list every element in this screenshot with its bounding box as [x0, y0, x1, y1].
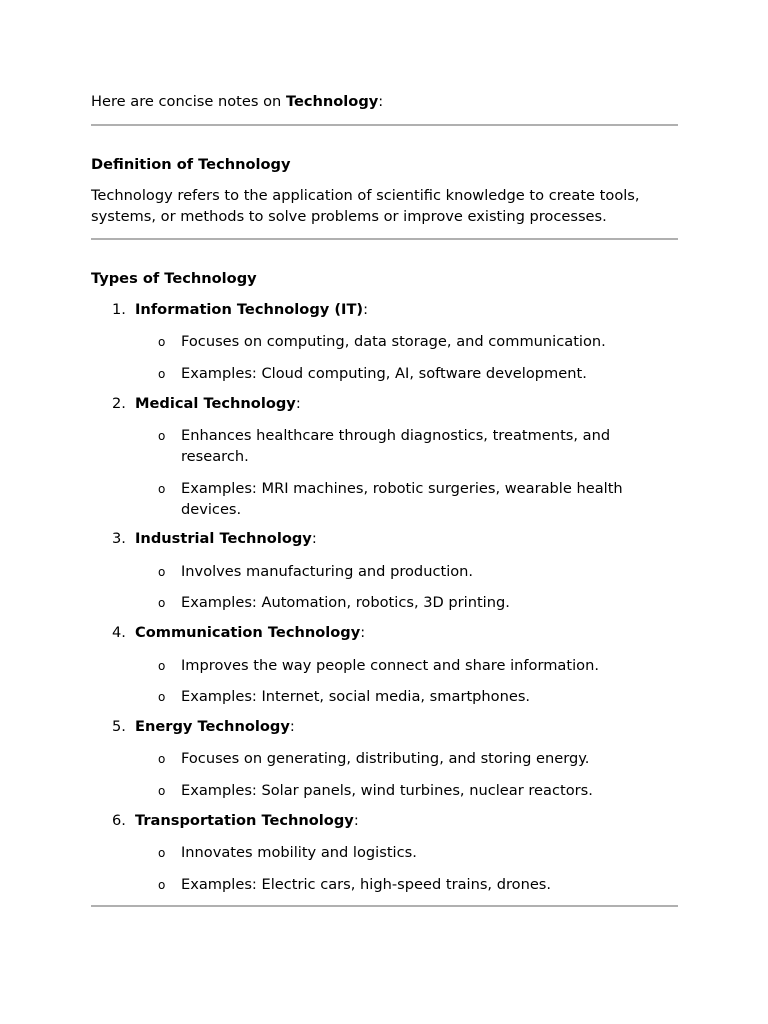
list-item-1: [112, 300, 368, 320]
sub-point: [158, 561, 658, 582]
bullet-icon: o: [158, 482, 166, 496]
sub-point-text: Innovates mobility and logistics.: [181, 844, 417, 861]
item-title: Medical Technology: [135, 395, 296, 412]
bullet-icon: o: [158, 335, 166, 349]
sub-point: [158, 363, 658, 384]
definition-heading: Definition of Technology: [91, 156, 291, 173]
sub-point: [158, 686, 658, 707]
sub-point: [158, 780, 658, 801]
bullet-icon: o: [158, 846, 166, 860]
sub-point-text: Enhances healthcare through diagnostics, treatments, and research.: [181, 427, 611, 465]
bullet-icon: o: [158, 690, 166, 704]
list-item-2: [112, 394, 301, 414]
bullet-icon: o: [158, 565, 166, 579]
item-colon: :: [363, 301, 369, 318]
sub-point: [158, 592, 658, 613]
bullet-icon: o: [158, 429, 166, 443]
sub-point: [158, 655, 658, 676]
item-number: 5.: [112, 718, 126, 735]
sub-point: [158, 425, 658, 467]
bullet-icon: o: [158, 659, 166, 673]
list-item-3: [112, 529, 317, 549]
types-heading: Types of Technology: [91, 270, 257, 287]
sub-point-text: Examples: Solar panels, wind turbines, nuclear reactors.: [181, 782, 593, 799]
bullet-icon: o: [158, 596, 166, 610]
sub-point: [158, 331, 658, 352]
item-colon: :: [353, 812, 359, 829]
item-number: 2.: [112, 395, 126, 412]
item-colon: :: [295, 395, 301, 412]
list-item-5: [112, 717, 295, 737]
item-number: 6.: [112, 812, 126, 829]
intro-suffix: :: [378, 93, 384, 110]
intro-prefix: Here are concise notes on: [91, 93, 286, 110]
intro-bold: Technology: [285, 93, 379, 110]
list-item-4: [112, 623, 365, 643]
item-colon: :: [360, 624, 366, 641]
sub-point: [158, 842, 658, 863]
divider: [91, 905, 678, 907]
sub-point: [158, 874, 658, 895]
sub-point: [158, 478, 658, 520]
sub-point-text: Examples: Internet, social media, smartphones.: [181, 688, 531, 705]
sub-point-text: Examples: Electric cars, high-speed trains, drones.: [181, 876, 552, 893]
bullet-icon: o: [158, 878, 166, 892]
sub-point-text: Involves manufacturing and production.: [181, 563, 474, 580]
item-title: Energy Technology: [135, 718, 290, 735]
sub-point: [158, 748, 658, 769]
item-title: Industrial Technology: [135, 530, 312, 547]
item-number: 4.: [112, 624, 126, 641]
sub-point-text: Examples: Cloud computing, AI, software development.: [181, 365, 587, 382]
bullet-icon: o: [158, 784, 166, 798]
item-number: 3.: [112, 530, 126, 547]
sub-point-text: Focuses on computing, data storage, and communication.: [181, 333, 606, 350]
item-title: Communication Technology: [135, 624, 361, 641]
item-number: 1.: [112, 301, 126, 318]
sub-point-text: Improves the way people connect and share information.: [181, 657, 599, 674]
item-title: Information Technology (IT): [135, 301, 364, 318]
item-colon: :: [311, 530, 317, 547]
bullet-icon: o: [158, 367, 166, 381]
sub-point-text: Examples: MRI machines, robotic surgeries, wearable health devices.: [181, 480, 623, 518]
definition-text: Technology refers to the application of scientific knowledge to create tools, systems, or methods to solve problems or improve existing processes.: [91, 187, 640, 225]
bullet-icon: o: [158, 752, 166, 766]
item-title: Transportation Technology: [135, 812, 354, 829]
list-item-6: [112, 811, 359, 831]
intro-line: [91, 92, 383, 112]
sub-point-text: Focuses on generating, distributing, and storing energy.: [181, 750, 590, 767]
divider: [91, 238, 678, 240]
divider: [91, 124, 678, 126]
item-colon: :: [289, 718, 295, 735]
sub-point-text: Examples: Automation, robotics, 3D printing.: [181, 594, 510, 611]
